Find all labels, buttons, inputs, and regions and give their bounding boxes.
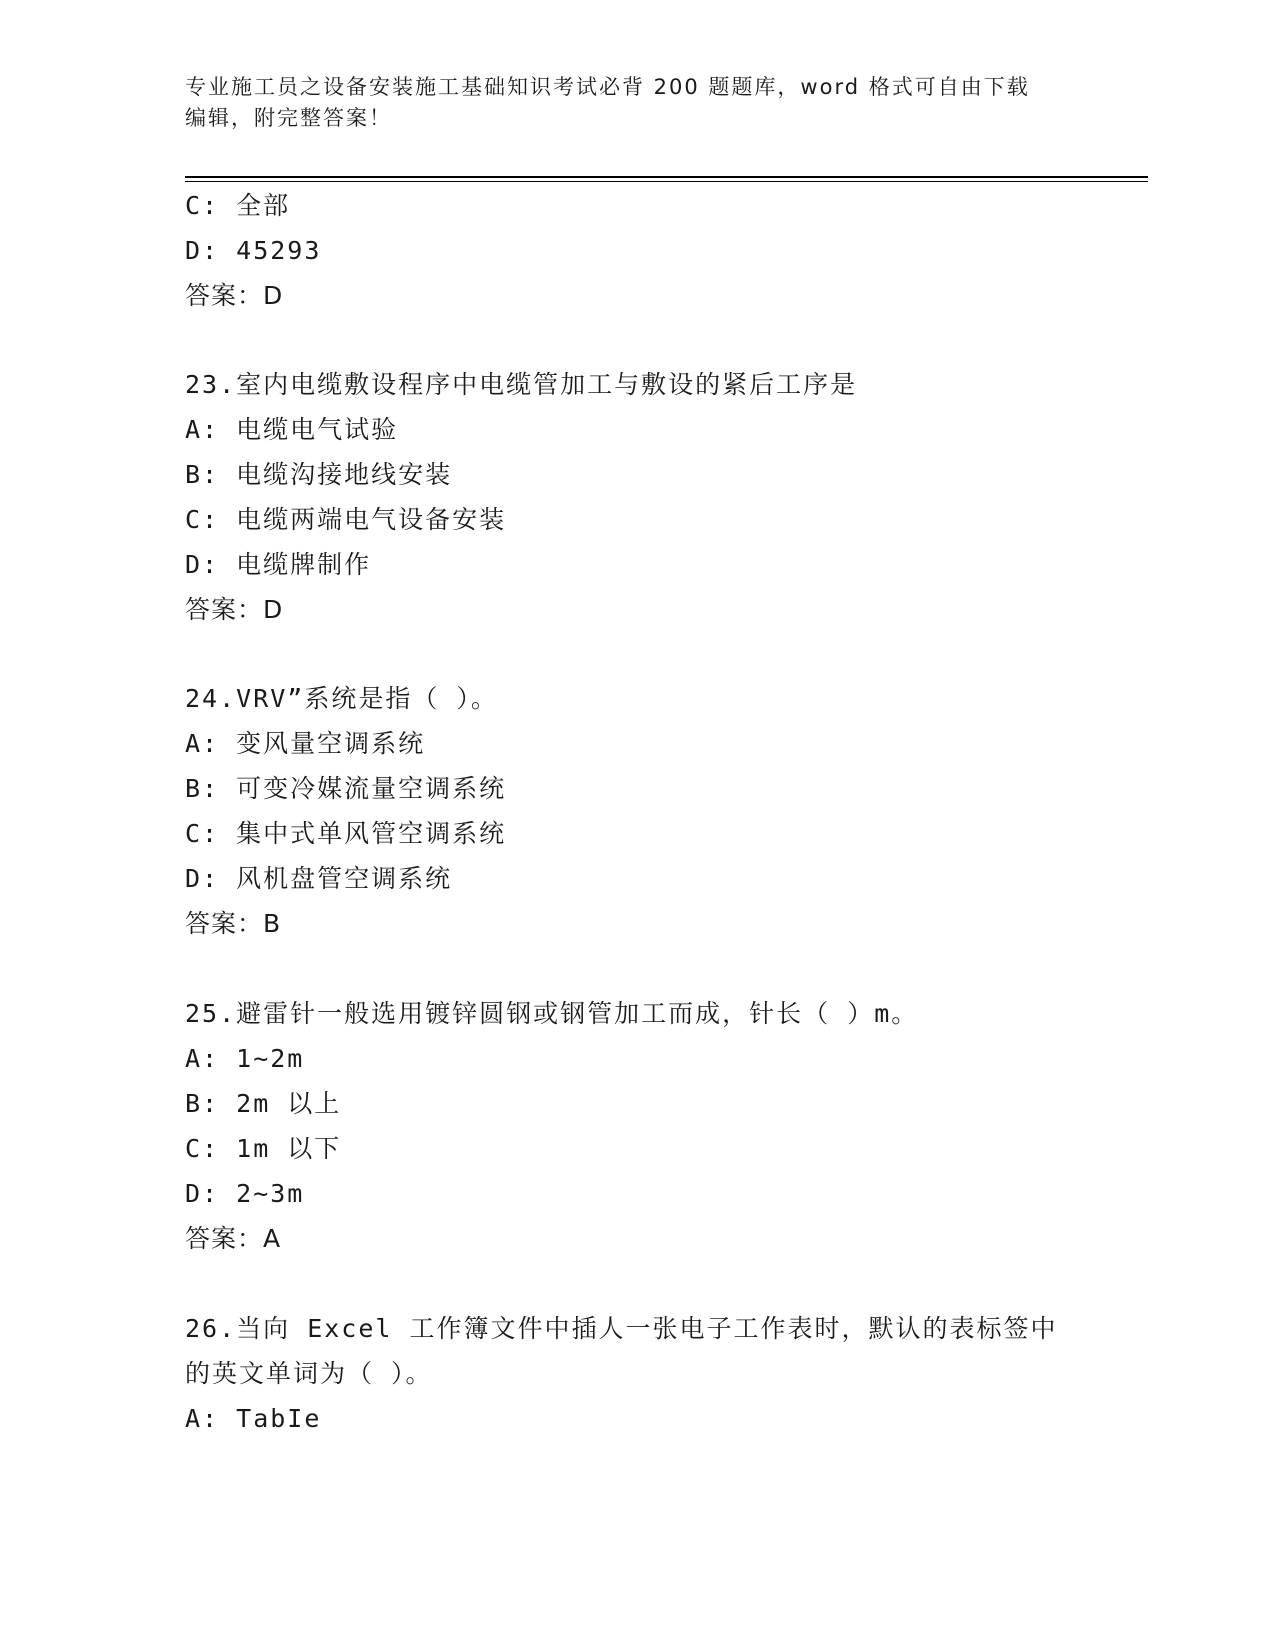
q24-option-c: C: 集中式单风管空调系统 <box>185 819 507 848</box>
q23-option-b: B: 电缆沟接地线安装 <box>185 460 453 489</box>
q22-answer: 答案：D <box>185 281 284 310</box>
q25-question: 25.避雷针一般选用镀锌圆钢或钢管加工而成，针长（ ）m。 <box>185 999 919 1028</box>
q22-option-d: D: 45293 <box>185 236 322 265</box>
q23-option-a: A: 电缆电气试验 <box>185 415 399 444</box>
q25-option-c: C: 1m 以下 <box>185 1134 342 1163</box>
q24-question: 24.VRV”系统是指（ ）。 <box>185 684 498 713</box>
header-rule-thin <box>185 181 1148 182</box>
q22-option-c: C: 全部 <box>185 191 291 220</box>
q24-option-b: B: 可变冷媒流量空调系统 <box>185 774 507 803</box>
document-header <box>185 72 1065 134</box>
q25-option-a: A: 1~2m <box>185 1044 305 1073</box>
q25-option-d: D: 2~3m <box>185 1179 305 1208</box>
q23-option-c: C: 电缆两端电气设备安装 <box>185 505 507 534</box>
q25-option-b: B: 2m 以上 <box>185 1089 342 1118</box>
document-title-line-2: 编辑，附完整答案！ <box>185 106 392 130</box>
q24-option-d: D: 风机盘管空调系统 <box>185 864 453 893</box>
q26-question-line-2: 的英文单词为（ ）。 <box>185 1359 433 1388</box>
document-title-line-1: 专业施工员之设备安装施工基础知识考试必背 200 题题库，word 格式可自由下载 <box>185 75 1030 99</box>
q23-question: 23.室内电缆敷设程序中电缆管加工与敷设的紧后工序是 <box>185 370 858 399</box>
q26-question-line-1: 26.当向 Excel 工作簿文件中插人一张电子工作表时，默认的表标签中 <box>185 1314 1058 1343</box>
header-rule-thick <box>185 176 1148 178</box>
q26-option-a: A: TabIe <box>185 1404 322 1433</box>
q23-option-d: D: 电缆牌制作 <box>185 550 372 579</box>
q24-answer: 答案：B <box>185 909 282 938</box>
q24-option-a: A: 变风量空调系统 <box>185 729 426 758</box>
q25-answer: 答案：A <box>185 1224 282 1253</box>
q23-answer: 答案：D <box>185 595 284 624</box>
